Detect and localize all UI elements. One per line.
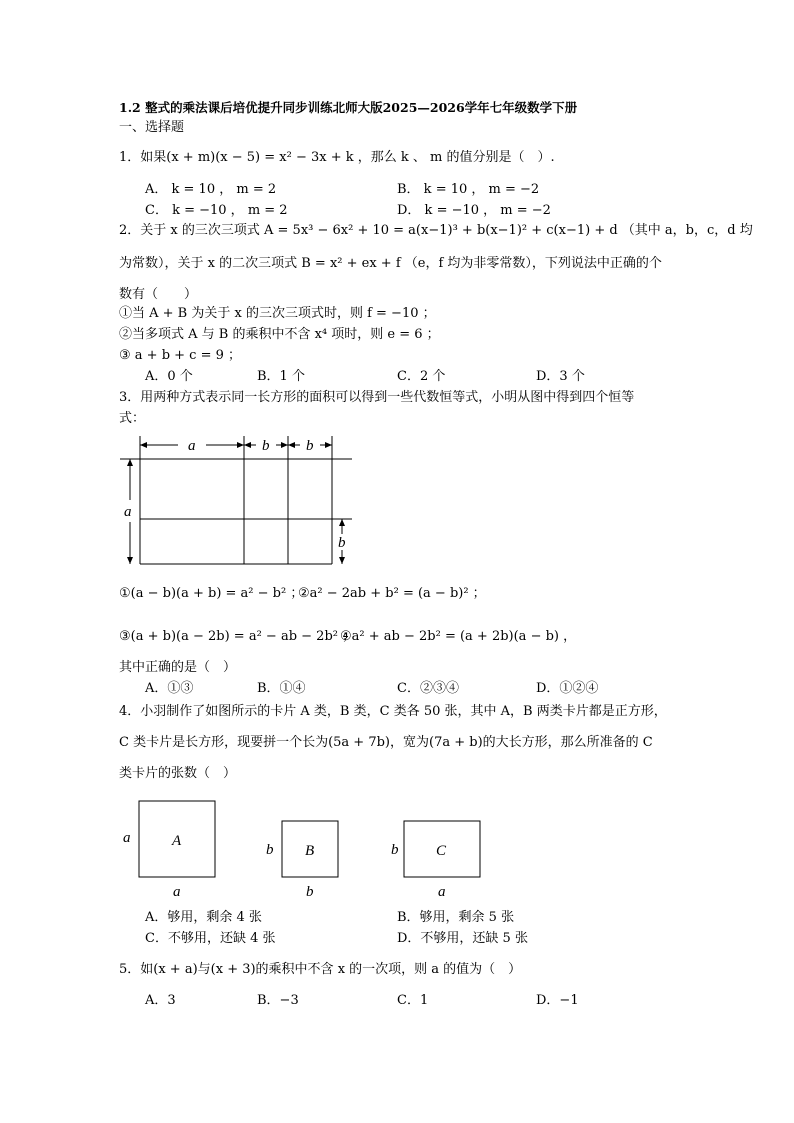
q3-label-a-left: a <box>124 504 132 520</box>
q3-option-a: A．①③ <box>145 681 194 696</box>
q2-stem-line1: 2．关于 x 的三次三项式 A = 5x³ − 6x² + 10 = a(x−1)³ + b(x−1)² + c(x−1) + d （其中 a，b，c，d 均 <box>119 223 753 238</box>
q5-stem: 5．如(x + a)与(x + 3)的乘积中不含 x 的一次项，则 a 的值为（ ） <box>119 962 522 977</box>
q1-option-a: A． k = 10 ， m = 2 <box>145 182 277 197</box>
q3-label-b-second: b <box>306 438 314 454</box>
q4-stem-line2: C 类卡片是长方形，现要拼一个长为(5a + 7b)，宽为(7a + b)的大长方形，那么所准备的 C <box>119 735 653 750</box>
q1-option-b: B． k = 10 ， m = −2 <box>397 182 540 197</box>
q3-option-d: D．①②④ <box>536 681 599 696</box>
card-a-bottom-label: a <box>173 884 181 900</box>
q2-option-a: A．0 个 <box>145 369 193 384</box>
card-a-center-label: A <box>172 833 182 849</box>
q4-stem-line1: 4．小羽制作了如图所示的卡片 A 类，B 类，C 类各 50 张，其中 A，B 两类卡片都是正方形， <box>119 704 667 719</box>
q3-equation-4: ④a² + ab − 2b² = (a + 2b)(a − b) ， <box>340 629 577 644</box>
q3-stem-line2: 式： <box>119 411 146 426</box>
card-a-side-label: a <box>123 830 131 846</box>
q4-option-c: C．不够用，还缺 4 张 <box>145 931 276 946</box>
q2-option-c: C．2 个 <box>397 369 446 384</box>
card-b-center-label: B <box>305 843 315 859</box>
card-b-bottom-label: b <box>306 884 314 900</box>
q2-stem-line3: 数有（ ） <box>119 287 198 302</box>
q4-stem-line3: 类卡片的张数（ ） <box>119 766 237 781</box>
q2-option-b: B．1 个 <box>257 369 305 384</box>
q3-equation-3: ③(a + b)(a − 2b) = a² − ab − 2b² ； <box>119 629 356 644</box>
q1-option-c: C． k = −10 ， m = 2 <box>145 203 288 218</box>
document-title: 1.2 整式的乘法课后培优提升同步训练北师大版2025—2026学年七年级数学下册 <box>119 100 578 115</box>
q2-statement-2: ②当多项式 A 与 B 的乘积中不含 x⁴ 项时，则 e = 6 ； <box>119 327 440 342</box>
q5-option-a: A．3 <box>145 993 176 1008</box>
q3-stem-line1: 3．用两种方式表示同一长方形的面积可以得到一些代数恒等式，小明从图中得到四个恒等 <box>119 390 635 405</box>
q3-option-c: C．②③④ <box>397 681 459 696</box>
section-heading: 一、选择题 <box>119 120 185 135</box>
card-c-bottom-label: a <box>438 884 446 900</box>
card-c-side-label: b <box>391 842 399 858</box>
q2-statement-1: ①当 A + B 为关于 x 的三次三项式时，则 f = −10 ； <box>119 306 436 321</box>
q2-stem-line2: 为常数），关于 x 的二次三项式 B = x² + ex + f （e，f 均为非零常数），下列说法中正确的个 <box>119 256 662 271</box>
q5-option-b: B．−3 <box>257 993 299 1008</box>
q1-stem: 1．如果(x + m)(x − 5) = x² − 3x + k ，那么 k 、 m 的值分别是（ ）. <box>119 150 555 165</box>
q3-prompt: 其中正确的是（ ） <box>119 660 237 675</box>
q3-rectangle-diagram <box>110 430 360 570</box>
q2-option-d: D．3 个 <box>536 369 585 384</box>
q3-equation-2: ②a² − 2ab + b² = (a − b)² ； <box>298 586 486 601</box>
q3-label-a-top: a <box>188 438 196 454</box>
card-c-center-label: C <box>436 843 447 859</box>
q4-option-b: B．够用，剩余 5 张 <box>397 910 515 925</box>
q4-option-d: D．不够用，还缺 5 张 <box>397 931 528 946</box>
card-b-side-label: b <box>266 842 274 858</box>
q4-cards-figure <box>115 795 515 905</box>
q5-option-c: C．1 <box>397 993 429 1008</box>
q4-option-a: A．够用，剩余 4 张 <box>145 910 262 925</box>
q5-option-d: D．−1 <box>536 993 579 1008</box>
q2-statement-3: ③ a + b + c = 9 ； <box>119 348 242 363</box>
q3-label-b-first: b <box>262 438 270 454</box>
q3-label-b-right: b <box>338 535 346 551</box>
q1-option-d: D． k = −10 ， m = −2 <box>397 203 551 218</box>
q3-equation-1: ①(a − b)(a + b) = a² − b² ； <box>119 586 304 601</box>
q3-option-b: B．①④ <box>257 681 306 696</box>
